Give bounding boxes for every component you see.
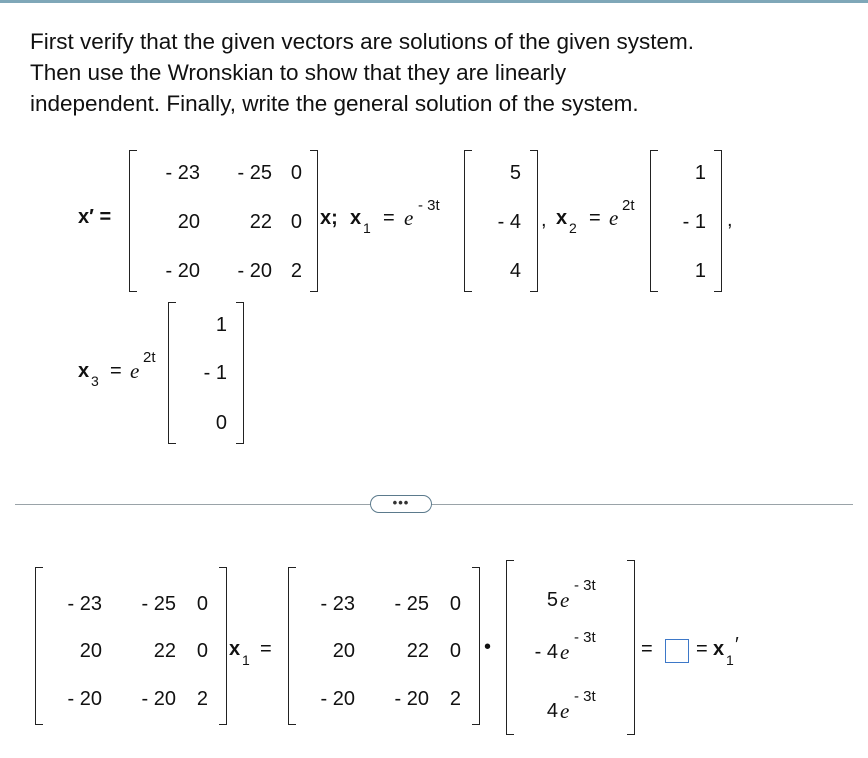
matrix-cell: - 20 (394, 688, 429, 710)
x2-exp-base: e (609, 206, 619, 230)
matrix-cell: 0 (196, 593, 208, 615)
matrix-cell: 0 (449, 640, 461, 662)
matrix-cell: 20 (177, 211, 200, 233)
matrix-cell: 0 (196, 640, 208, 662)
system-matrix-right-bracket (310, 150, 318, 292)
matrix-cell: - 20 (141, 688, 176, 710)
matrix-cell: 20 (79, 640, 102, 662)
entry-exp-base: e (560, 699, 570, 723)
x1-vector-entry: 4 (509, 260, 521, 282)
prompt-line-1: First verify that the given vectors are solutions of the given system. (30, 29, 695, 54)
rhs-prime: ′ (735, 634, 739, 656)
x3-vector-entry: 1 (215, 314, 227, 336)
matrix-cell: - 25 (141, 593, 176, 615)
show-more-button[interactable]: ••• (370, 495, 432, 513)
entry-exp-base: e (560, 640, 570, 664)
matrix-cell: 2 (196, 688, 208, 710)
matrix-cell: 22 (406, 640, 429, 662)
matrix-cell: - 25 (394, 593, 429, 615)
work-matrix-a-left-bracket (35, 567, 43, 725)
top-border (0, 0, 868, 3)
work-vector-left-bracket (506, 560, 514, 735)
x1-exponent: - 3t (418, 197, 440, 214)
x3-label: x (78, 360, 90, 382)
rhs-x1-subscript: 1 (726, 652, 734, 668)
work-equals-3: = (696, 638, 708, 660)
x1-vector-left-bracket (464, 150, 472, 292)
x2-exponent: 2t (622, 197, 635, 214)
x3-vector-entry: - 1 (203, 362, 227, 384)
matrix-cell: 20 (332, 640, 355, 662)
entry-coefficient: 4 (546, 700, 558, 722)
work-equals: = (260, 638, 272, 660)
x3-subscript: 3 (91, 373, 99, 389)
x3-equals: = (110, 360, 122, 382)
matrix-cell: - 20 (67, 688, 102, 710)
matrix-cell: - 23 (67, 593, 102, 615)
x2-comma: , (727, 209, 733, 231)
answer-input[interactable] (665, 639, 689, 663)
system-matrix-left-bracket (129, 150, 137, 292)
prompt-line-2: Then use the Wronskian to show that they are linearly (30, 60, 567, 85)
entry-exponent: - 3t (574, 688, 596, 705)
matrix-cell: - 23 (165, 162, 200, 184)
matrix-cell: - 20 (320, 688, 355, 710)
work-matrix-b-right-bracket (472, 567, 480, 725)
x1-equals: = (383, 207, 395, 229)
x-prime-label: x′ = (78, 206, 112, 228)
matrix-cell: - 20 (237, 260, 272, 282)
x2-vector-entry: - 1 (682, 211, 706, 233)
entry-exponent: - 3t (574, 577, 596, 594)
x1-vector-entry: 5 (509, 162, 521, 184)
entry-exp-base: e (560, 588, 570, 612)
matrix-cell: 22 (153, 640, 176, 662)
entry-coefficient: - 4 (534, 641, 558, 663)
matrix-cell: 22 (249, 211, 272, 233)
work-equals-2: = (641, 638, 653, 660)
section-divider (15, 504, 853, 505)
prompt-line-3: independent. Finally, write the general solution of the system. (30, 91, 639, 116)
x1-label: x (350, 207, 362, 229)
x3-exp-base: e (130, 359, 140, 383)
entry-exponent: - 3t (574, 629, 596, 646)
x1-vector-right-bracket (530, 150, 538, 292)
x2-vector-left-bracket (650, 150, 658, 292)
x-after-matrix: x; (320, 207, 338, 229)
x3-vector-entry: 0 (215, 412, 227, 434)
entry-coefficient: 5 (546, 589, 558, 611)
x3-vector-left-bracket (168, 302, 176, 444)
matrix-cell: 0 (449, 593, 461, 615)
x2-label: x (556, 207, 568, 229)
x1-exp-base: e (404, 206, 414, 230)
rhs-x1-label: x (713, 638, 725, 660)
x2-vector-entry: 1 (694, 162, 706, 184)
work-matrix-b-left-bracket (288, 567, 296, 725)
matrix-cell: 0 (290, 162, 302, 184)
x3-exponent: 2t (143, 349, 156, 366)
work-x1-subscript: 1 (242, 652, 250, 668)
x1-vector-entry: - 4 (497, 211, 521, 233)
x2-vector-entry: 1 (694, 260, 706, 282)
work-matrix-a-right-bracket (219, 567, 227, 725)
x2-equals: = (589, 207, 601, 229)
x1-comma: , (541, 209, 547, 231)
work-vector-right-bracket (627, 560, 635, 735)
work-x1-label: x (229, 638, 241, 660)
matrix-cell: 2 (290, 260, 302, 282)
x2-vector-right-bracket (714, 150, 722, 292)
matrix-cell: 2 (449, 688, 461, 710)
x1-subscript: 1 (363, 220, 371, 236)
matrix-cell: - 23 (320, 593, 355, 615)
matrix-cell: - 20 (165, 260, 200, 282)
x2-subscript: 2 (569, 220, 577, 236)
matrix-cell: - 25 (237, 162, 272, 184)
multiplication-dot: • (484, 636, 492, 658)
problem-statement (30, 26, 830, 119)
matrix-cell: 0 (290, 211, 302, 233)
x3-vector-right-bracket (236, 302, 244, 444)
